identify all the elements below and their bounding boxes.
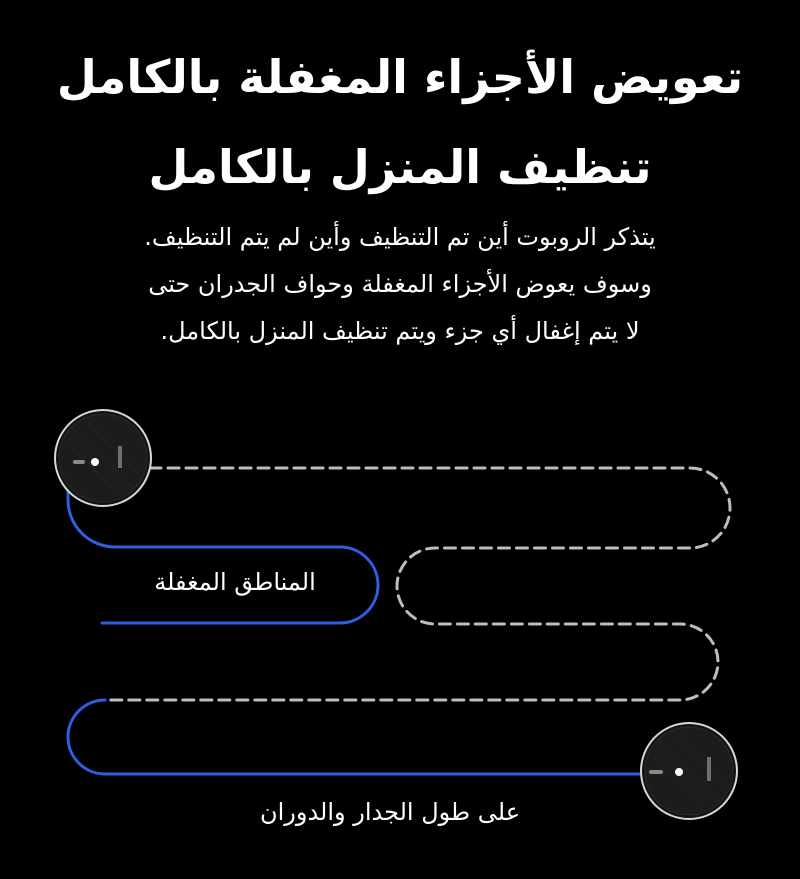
headline-line-1: تعويض الأجزاء المغفلة بالكامل <box>56 50 744 104</box>
along-wall-label: على طول الجدار والدوران <box>259 798 521 826</box>
headline-line-2: تنظيف المنزل بالكامل <box>148 140 652 194</box>
wall-path-blue <box>68 700 650 774</box>
description-line-3: لا يتم إغفال أي جزء ويتم تنظيف المنزل بالكامل. <box>160 317 640 345</box>
robot-vacuum-icon <box>641 723 737 819</box>
description-line-2: وسوف يعوض الأجزاء المغفلة وحواف الجدران حتى <box>148 270 652 298</box>
robot-vacuum-icon <box>55 410 151 506</box>
description-line-1: يتذكر الروبوت أين تم التنظيف وأين لم يتم التنظيف. <box>144 223 656 251</box>
missed-areas-label: المناطق المغفلة <box>154 568 316 596</box>
